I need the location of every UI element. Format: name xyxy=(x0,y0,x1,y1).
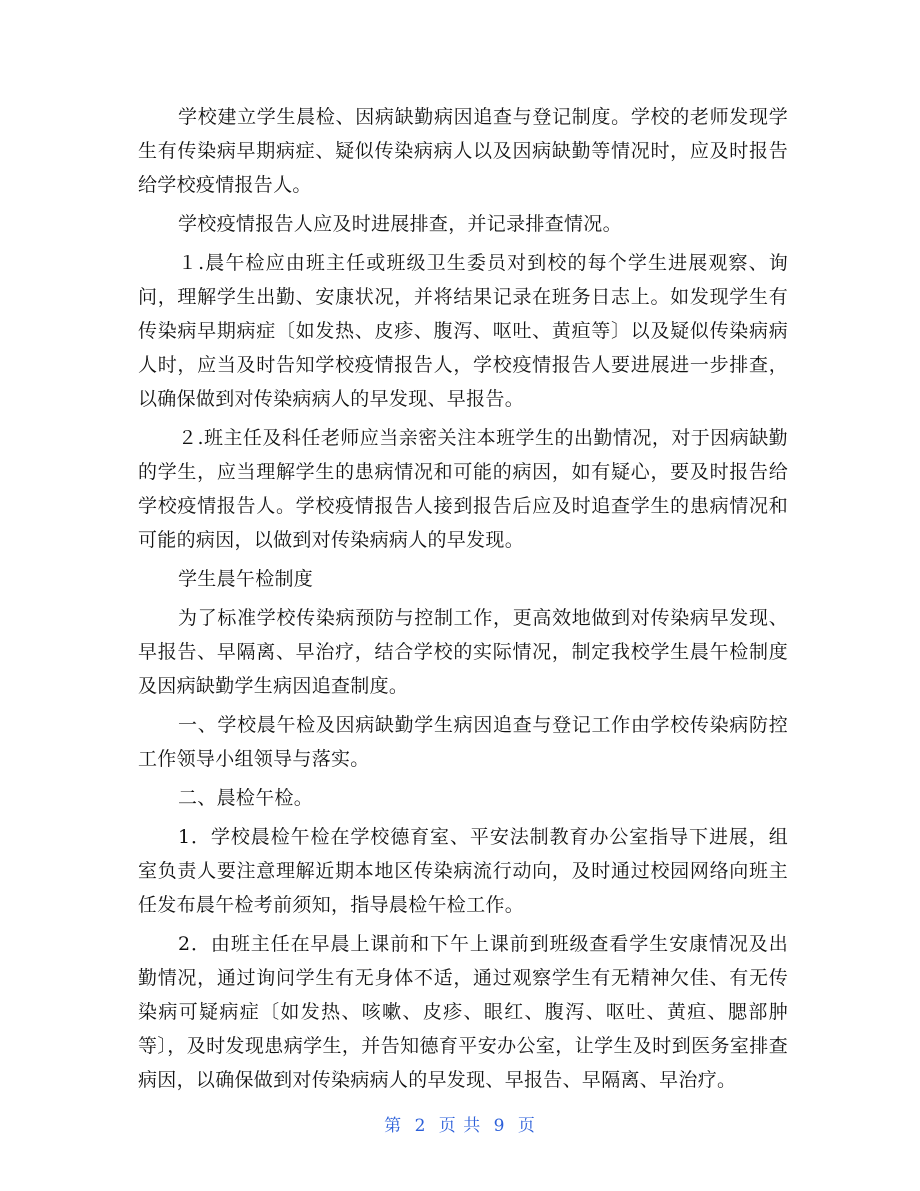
document-page xyxy=(138,0,788,1191)
footer-suffix: 页 xyxy=(517,1116,536,1136)
paragraph-8: 二、晨检午检。 xyxy=(178,787,314,809)
paragraph-7: 一、学校晨午检及因病缺勤学生病因追查与登记工作由学校传染病防控工作领导小组领导与落实。 xyxy=(138,714,788,770)
paragraph-10: 2．由班主任在早晨上课前和下午上课前到班级查看学生安康情况及出勤情况，通过询问学生有无身体不适，通过观察学生有无精神欠佳、有无传染病可疑病症〔如发热、咳嗽、皮疹、眼红、腹泻、呕吐、黄疸、腮部肿等〕，及时发现患病学生，并告知德育平安办公室，让学生及时到医务室排查病因，以确保做到对传染病病人的早发现、早报告、早隔离、早治疗。 xyxy=(138,933,788,1091)
footer-page-number: 2 xyxy=(414,1116,427,1136)
document-body xyxy=(138,100,788,1097)
paragraph-2: 学校疫情报告人应及时进展排查，并记录排查情况。 xyxy=(178,213,622,235)
footer-prefix: 第 xyxy=(384,1116,403,1136)
footer-total-pages: 9 xyxy=(493,1116,506,1136)
paragraph-1: 学校建立学生晨检、因病缺勤病因追查与登记制度。学校的老师发现学生有传染病早期病症、疑似传染病病人以及因病缺勤等情况时，应及时报告给学校疫情报告人。 xyxy=(138,106,788,196)
paragraph-3: １.晨午检应由班主任或班级卫生委员对到校的每个学生进展观察、询问，理解学生出勤、安康状况，并将结果记录在班务日志上。如发现学生有传染病早期病症〔如发热、皮疹、腹泻、呕吐、黄疸等〕以及疑似传染病病人时，应当及时告知学校疫情报告人，学校疫情报告人要进展进一步排查，以确保做到对传染病病人的早发现、早报告。 xyxy=(138,252,788,410)
paragraph-9: 1．学校晨检午检在学校德育室、平安法制教育办公室指导下进展，组室负责人要注意理解近期本地区传染病流行动向，及时通过校园网络向班主任发布晨午检考前须知，指导晨检午检工作。 xyxy=(138,826,788,916)
paragraph-6: 为了标准学校传染病预防与控制工作，更高效地做到对传染病早发现、早报告、早隔离、早治疗，结合学校的实际情况，制定我校学生晨午检制度及因病缺勤学生病因追查制度。 xyxy=(138,607,788,697)
paragraph-4: ２.班主任及科任老师应当亲密关注本班学生的出勤情况，对于因病缺勤的学生，应当理解学生的患病情况和可能的病因，如有疑心，要及时报告给学校疫情报告人。学校疫情报告人接到报告后应及时追查学生的患病情况和可能的病因，以做到对传染病病人的早发现。 xyxy=(138,427,788,551)
page-footer xyxy=(0,1111,920,1136)
footer-middle: 页 共 xyxy=(438,1116,482,1136)
section-heading: 学生晨午检制度 xyxy=(178,568,314,590)
